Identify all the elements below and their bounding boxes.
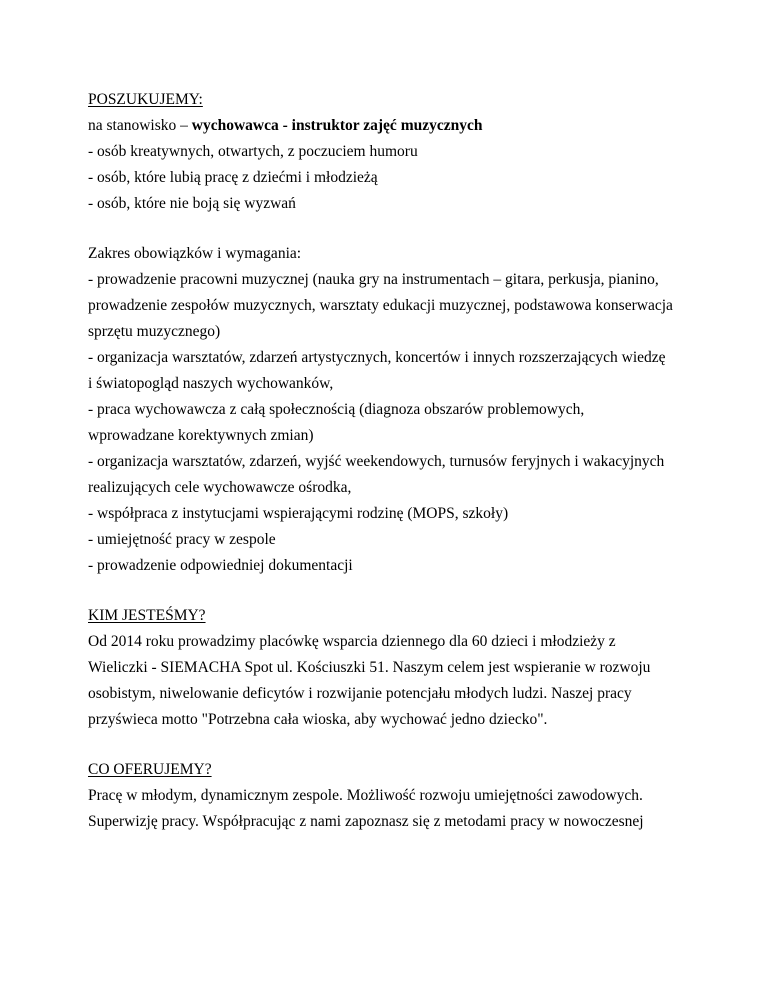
offer-line: Superwizję pracy. Współpracując z nami zapoznasz się z metodami pracy w nowoczesnej [88,813,644,830]
duty-item-line: - prowadzenie pracowni muzycznej (nauka gry na instrumentach – gitara, perkusja, pianino, [88,271,659,288]
about-line: Wieliczki - SIEMACHA Spot ul. Kościuszki 51. Naszym celem jest wspieranie w rozwoju [88,659,651,676]
position-title: wychowawca - instruktor zajęć muzycznych [191,117,483,134]
duty-item [88,553,688,579]
duty-item-line: - współpraca z instytucjami wspierającymi rodzinę (MOPS, szkoły) [88,505,509,522]
trait-item: - osób kreatywnych, otwartych, z poczuciem humoru [88,143,418,160]
about-line: osobistym, niwelowanie deficytów i rozwijanie potencjału młodych ludzi. Naszej pracy [88,685,632,702]
duty-item-line: wprowadzane korektywnych zmian) [88,427,314,444]
offer-line: Pracę w młodym, dynamicznym zespole. Możliwość rozwoju umiejętności zawodowych. [88,787,643,804]
duty-item [88,397,688,449]
about-line: Od 2014 roku prowadzimy placówkę wsparcia dziennego dla 60 dzieci i młodzieży z [88,633,616,650]
duty-item-line: - organizacja warsztatów, zdarzeń artystycznych, koncertów i innych rozszerzających wiedzę [88,349,666,366]
about-paragraph [88,629,688,733]
trait-item: - osób, które nie boją się wyzwań [88,195,296,212]
duty-item-line: prowadzenie zespołów muzycznych, warsztaty edukacji muzycznej, podstawowa konserwacja [88,297,673,314]
section-heading-co-oferujemy: CO OFERUJEMY? [88,761,212,778]
trait-item: - osób, które lubią pracę z dziećmi i młodzieżą [88,169,378,186]
duty-item-line: realizujących cele wychowawcze ośrodka, [88,479,352,496]
duty-item [88,345,688,397]
duty-item-line: sprzętu muzycznego) [88,323,221,340]
duty-item-line: - praca wychowawcza z całą społecznością (diagnoza obszarów problemowych, [88,401,585,418]
position-prefix: na stanowisko – [88,117,192,134]
duty-item [88,449,688,501]
duty-item-line: - umiejętność pracy w zespole [88,531,276,548]
duty-item-line: - prowadzenie odpowiedniej dokumentacji [88,557,353,574]
duty-item [88,527,688,553]
duty-item-line: - organizacja warsztatów, zdarzeń, wyjść weekendowych, turnusów feryjnych i wakacyjnych [88,453,665,470]
section-heading-kim-jestesmy: KIM JESTEŚMY? [88,607,206,624]
offer-paragraph [88,783,688,835]
duty-item [88,501,688,527]
section-heading-zakres: Zakres obowiązków i wymagania: [88,245,302,262]
position-line [88,113,688,139]
document-page [88,87,688,835]
duty-item-line: i światopogląd naszych wychowanków, [88,375,334,392]
duty-item [88,267,688,345]
about-line: przyświeca motto "Potrzebna cała wioska, aby wychować jedno dziecko". [88,711,548,728]
section-heading-poszukujemy: POSZUKUJEMY: [88,91,203,108]
